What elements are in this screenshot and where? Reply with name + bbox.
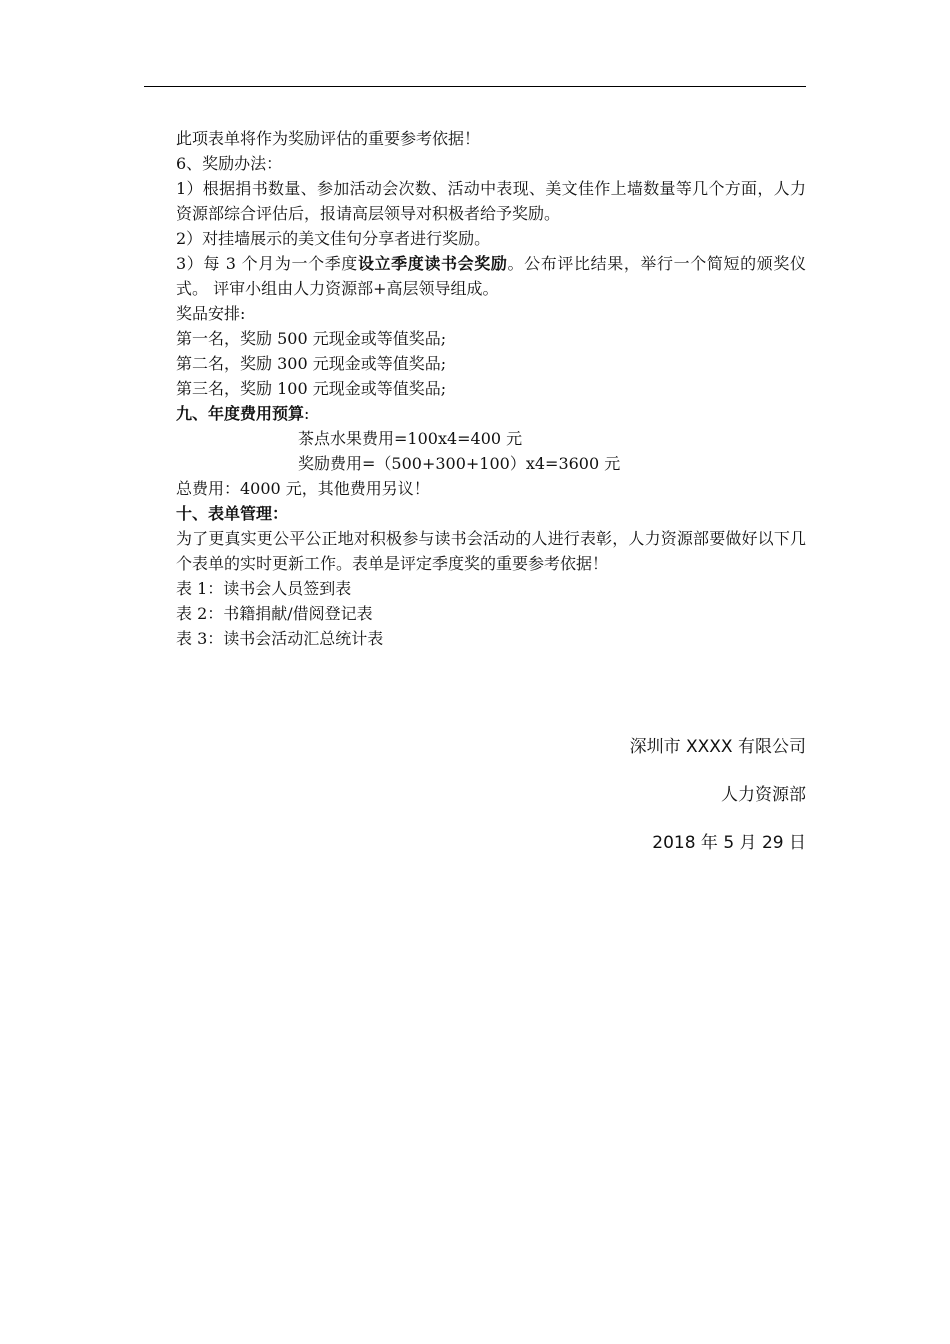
signature-company: 深圳市 XXXX 有限公司 [629,737,806,757]
section-heading-form-management: 十、表单管理： [176,504,289,523]
form-2-donation-loan-register: 表 2：书籍捐献/借阅登记表 [176,604,373,623]
section-heading-annual-budget [144,401,806,426]
budget-refreshments: 茶点水果费用=100x4=400 元 [298,429,523,448]
quarterly-award-emphasis: 设立季度读书会奖励 [357,254,508,273]
signature-date: 2018 年 5 月 29 日 [652,833,806,853]
budget-rewards: 奖励费用=（500+300+100）x4=3600 元 [298,454,621,473]
paragraph-reward-item-1: 1）根据捐书数量、参加活动会次数、活动中表现、美文佳作上墙数量等几个方面，人力资源部综合评估后，报请高层领导对积极者给予奖励。 [176,179,806,223]
reward-item-3-prefix: 3）每 3 个月为一个季度 [176,254,358,273]
document-body [144,126,806,651]
annual-budget-title: 九、年度费用预算 [176,404,305,423]
paragraph-reward-item-3 [144,251,806,301]
budget-total: 总费用：4000 元，其他费用另议！ [176,479,430,498]
reward-item-3-suffix: 。公布评比结果，举行一个简短的颁奖仪式。 评审小组由人力资源部+高层领导组成。 [176,254,806,298]
form-1-signin-sheet: 表 1：读书会人员签到表 [176,579,352,598]
prize-arrangement-heading: 奖品安排: [176,304,246,323]
paragraph-reward-item-2: 2）对挂墙展示的美文佳句分享者进行奖励。 [176,229,491,248]
annual-budget-colon: : [304,404,310,423]
form-3-activity-summary: 表 3：读书会活动汇总统计表 [176,629,384,648]
prize-third-place: 第三名，奖励 100 元现金或等值奖品; [176,379,447,398]
signature-block [144,734,806,878]
header-rule [144,86,806,87]
paragraph-form-management: 为了更真实更公平公正地对积极参与读书会活动的人进行表彰，人力资源部要做好以下几个表单的实时更新工作。表单是评定季度奖的重要参考依据！ [176,529,806,573]
signature-department: 人力资源部 [721,785,806,805]
prize-first-place: 第一名，奖励 500 元现金或等值奖品; [176,329,447,348]
paragraph-reference-note: 此项表单将作为奖励评估的重要参考依据！ [176,129,481,148]
section-heading-reward-method: 6、奖励办法： [176,154,283,173]
prize-second-place: 第二名，奖励 300 元现金或等值奖品; [176,354,447,373]
